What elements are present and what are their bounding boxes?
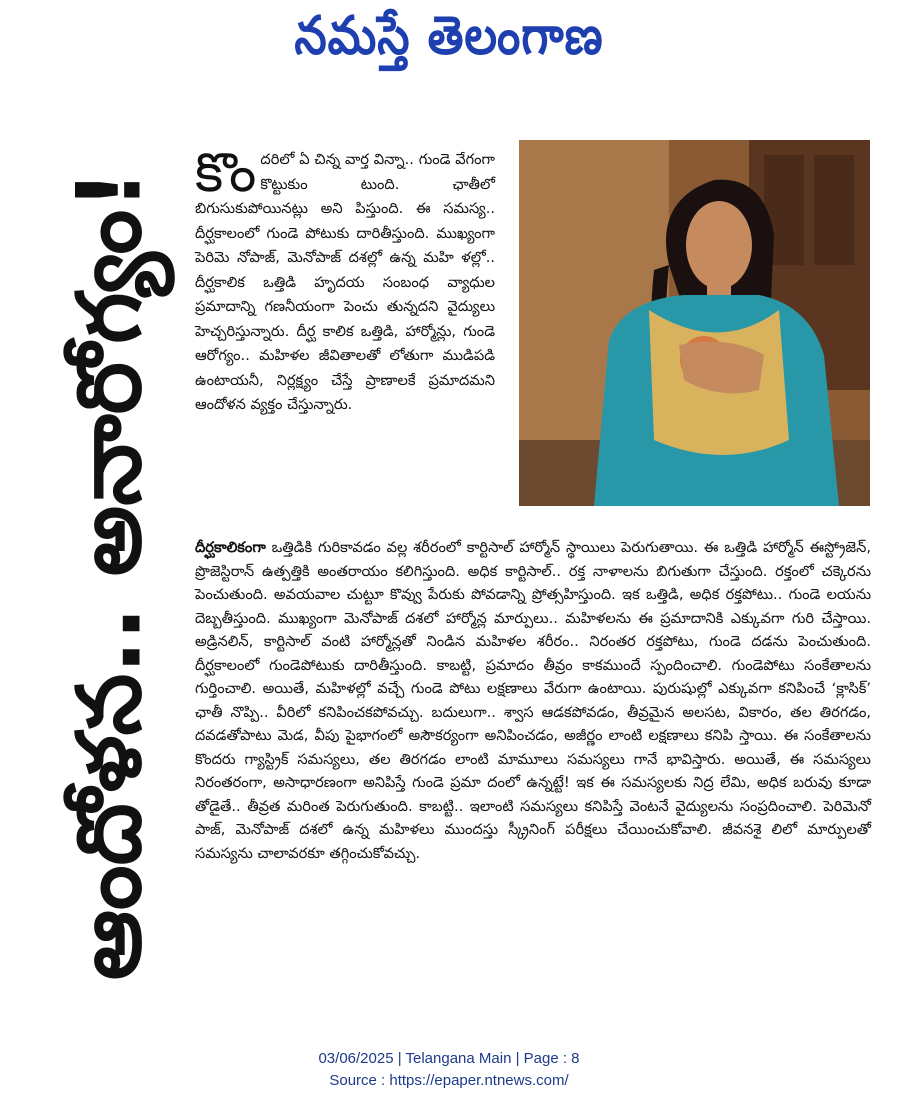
article-photo [519, 140, 870, 506]
article-headline: ఆందోళన.. అనారోగ్యం! [57, 169, 161, 981]
footer-date-line: 03/06/2025 | Telangana Main | Page : 8 [318, 1050, 580, 1067]
body-lead-bold: దీర్ఘకాలికంగా [195, 539, 266, 556]
footer-source-line: Source : https://epaper.ntnews.com/ [329, 1072, 569, 1089]
body-text: ఒత్తిడికి గురికావడం వల్ల శరీరంలో కార్టిసాల్ హార్మోన్ స్థాయిలు పెరుగుతాయి. ఈ ఒత్తిడి హార్మోన్ ఈస్ట్రోజెన్, ప్రొజెస్టిరాన్ ఉత్పత్తికి అంతరాయం కలిగిస్తుంది. అధిక కార్టిసాల్.. రక్త నాళాలను బిగుతుగా చేస్తుంది. రక్తంలో చక్కెరను పెంచుతుంది. అవయవాల చుట్టూ కొవ్వు పేరుకు పోవడాన్ని ప్రోత్సహిస్తుంది. ఇక ఒత్తిడి, అధిక రక్తపోటు.. గుండె లయను దెబ్బతీస్తుంది. ముఖ్యంగా మెనోపాజ్ దశలో హార్మోన్ల మార్పులు.. మహిళలను ఈ ప్రమాదానికి ఎక్కువగా గురి చేస్తాయి. అడ్రినలిన్, కార్టిసాల్ వంటి హార్మోన్లతో నిండిన మహిళల శరీరం.. నిరంతర రక్తపోటు, గుండె దడను పెంచుతుంది. దీర్ఘకాలంలో గుండెపోటుకు దారితీస్తుంది. కాబట్టి, ప్రమాదం తీవ్రం కాకముందే స్పందించాలి. గుండెపోటు సంకేతాలను గుర్తించాలి. అయితే, మహిళల్లో వచ్చే గుండె పోటు లక్షణాలు వేరుగా ఉంటాయి. పురుషుల్లో ఎక్కువగా కనిపించే ‘క్లాసిక్’ ఛాతీ నొప్పి.. వీరిలో కనిపించకపోవచ్చు. బదులుగా.. శ్వాస ఆడకపోవడం, తీవ్రమైన అలసట, వికారం, తల తిరగడం, దవడతోపాటు మెడ, వీపు పైభాగంలో అసౌకర్యంగా అనిపించడం, అజీర్ణం లాంటి లక్షణాలు కనిపి స్తాయి. ఈ సంకేతాలను కొందరు గ్యాస్ట్రిక్ సమస్యలు, తల తిరగడం లాంటి మామూలు సమస్యలు గానే భావిస్తారు. అయితే, ఈ సమస్యలు నిరంతరంగా, అసాధారణంగా అనిపిస్తే గుండె ప్రమా దంలో ఉన్నట్టే! ఇక ఈ సమస్యలకు నిద్ర లేమి, అధిక బరువు కూడా తోడైతే.. తీవ్రత మరింత పెరుగుతుంది. కాబట్టి.. ఇలాంటి సమస్యలు కనిపిస్తే వెంటనే వైద్యులను సంప్రదించాలి. పెరిమెనో పాజ్, మెనోపాజ్ దశలో ఉన్న మహిళలు ముందస్తు స్క్రీనింగ్ పరీక్షలు చేయించుకోవాలి. జీవనశై లిలో మార్పులతో సమస్యను చాలావరకూ తగ్గించుకోవచ్చు. [195, 539, 871, 862]
footer [0, 1048, 898, 1092]
lead-text: దరిలో ఏ చిన్న వార్త విన్నా.. గుండె వేగంగా కొట్టుకుం టుంది. ఛాతీలో బిగుసుకుపోయినట్లు అని పిస్తుంది. ఈ సమస్య.. దీర్ఘకాలంలో గుండె పోటుకు దారితీస్తుంది. ముఖ్యంగా పెరిమె నోపాజ్, మెనోపాజ్ దశల్లో ఉన్న మహి ళల్లో.. దీర్ఘకాలిక ఒత్తిడి హృదయ సంబంధ వ్యాధుల ప్రమాదాన్ని గణనీయంగా పెంచు తున్నదని వైద్యులు హెచ్చరిస్తున్నారు. దీర్ఘ కాలిక ఒత్తిడి, హార్మోన్లు, గుండె ఆరోగ్యం.. మహిళల జీవితాలతో లోతుగా ముడిపడి ఉంటాయనీ, నిర్లక్ష్యం చేస్తే ప్రాణాలకే ప్రమాదమని ఆందోళన వ్యక్తం చేస్తున్నారు. [195, 151, 495, 413]
article-lead [195, 141, 495, 418]
masthead-title: నమస్తే తెలంగాణ [294, 3, 604, 67]
article-body [195, 536, 871, 865]
article-headline-container [40, 140, 178, 1010]
drop-cap: కొం [195, 141, 257, 204]
masthead [0, 3, 898, 67]
